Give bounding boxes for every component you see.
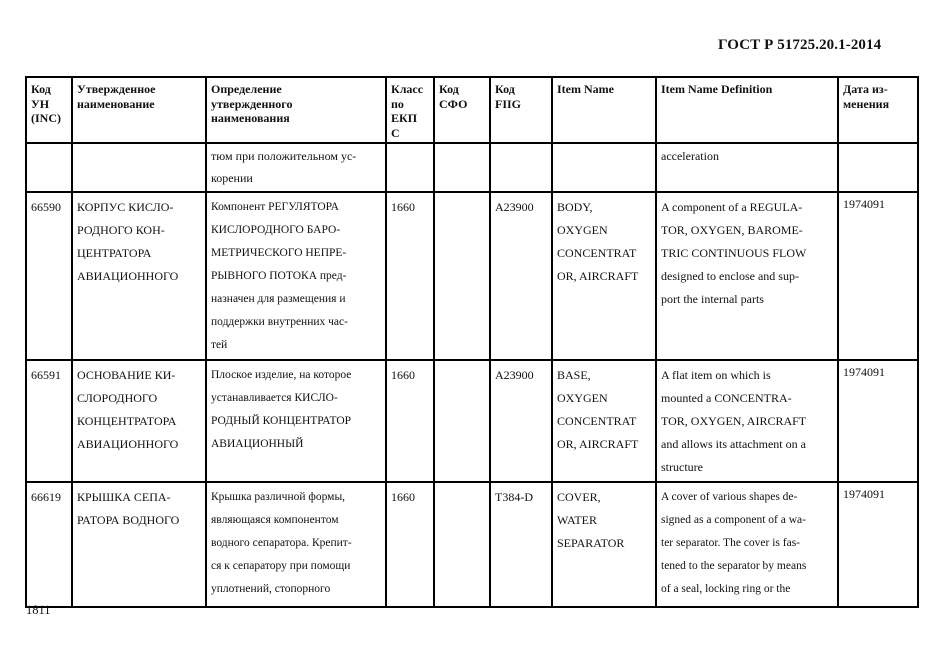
cell-definition-ru: Крышка различной формы, являющаяся компонентом водного сепаратора. Крепит- ся к сепаратору при помощи уплотнений, стопорного <box>206 482 386 607</box>
col-header-date: Дата из- менения <box>838 77 918 143</box>
cell-inc: 66619 <box>26 482 72 607</box>
cell-item-name <box>552 143 656 192</box>
cell-sfo <box>434 360 490 482</box>
table-row <box>26 482 918 607</box>
cell-fiig: A23900 <box>490 360 552 482</box>
cell-class: 1660 <box>386 360 434 482</box>
cell-item-definition: A cover of various shapes de- signed as a component of a wa- ter separator. The cover is fas- tened to the separator by means of a seal, locking ring or the <box>656 482 838 607</box>
cell-name-ru: КОРПУС КИСЛО- РОДНОГО КОН- ЦЕНТРАТОРА АВИАЦИОННОГО <box>72 192 206 360</box>
page-number: 1811 <box>26 603 51 617</box>
cell-class <box>386 143 434 192</box>
col-header-item-name: Item Name <box>552 77 656 143</box>
col-header-inc: Код УН (INC) <box>26 77 72 143</box>
cell-fiig: A23900 <box>490 192 552 360</box>
cell-item-name: BODY, OXYGEN CONCENTRAT OR, AIRCRAFT <box>552 192 656 360</box>
col-header-class: Класс по ЕКП С <box>386 77 434 143</box>
cell-sfo <box>434 143 490 192</box>
cell-sfo <box>434 482 490 607</box>
table-row <box>26 360 918 482</box>
col-header-name-ru: Утвержденное наименование <box>72 77 206 143</box>
table-row <box>26 192 918 360</box>
cell-item-definition: A component of a REGULA- TOR, OXYGEN, BAROME- TRIC CONTINUOUS FLOW designed to enclose and sup- port the internal parts <box>656 192 838 360</box>
header-row <box>26 77 918 143</box>
item-names-table <box>25 76 919 608</box>
cell-item-name: COVER, WATER SEPARATOR <box>552 482 656 607</box>
cell-date <box>838 143 918 192</box>
col-header-item-definition: Item Name Definition <box>656 77 838 143</box>
cell-inc: 66590 <box>26 192 72 360</box>
cell-definition-ru: Плоское изделие, на которое устанавливается КИСЛО- РОДНЫЙ КОНЦЕНТРАТОР АВИАЦИОННЫЙ <box>206 360 386 482</box>
cell-date: 1974091 <box>838 482 918 607</box>
cell-inc: 66591 <box>26 360 72 482</box>
document-code: ГОСТ Р 51725.20.1-2014 <box>718 37 882 53</box>
col-header-definition-ru: Определение утвержденного наименования <box>206 77 386 143</box>
cell-item-definition: acceleration <box>656 143 838 192</box>
cell-name-ru: ОСНОВАНИЕ КИ- СЛОРОДНОГО КОНЦЕНТРАТОРА АВИАЦИОННОГО <box>72 360 206 482</box>
col-header-sfo: Код СФО <box>434 77 490 143</box>
cell-name-ru <box>72 143 206 192</box>
col-header-fiig: Код FIIG <box>490 77 552 143</box>
cell-name-ru: КРЫШКА СЕПА- РАТОРА ВОДНОГО <box>72 482 206 607</box>
cell-inc <box>26 143 72 192</box>
cell-date: 1974091 <box>838 360 918 482</box>
cell-class: 1660 <box>386 192 434 360</box>
cell-fiig: T384-D <box>490 482 552 607</box>
cell-date: 1974091 <box>838 192 918 360</box>
cell-class: 1660 <box>386 482 434 607</box>
cell-definition-ru: Компонент РЕГУЛЯТОРА КИСЛОРОДНОГО БАРО- МЕТРИЧЕСКОГО НЕПРЕ- РЫВНОГО ПОТОКА пред- назначен для размещения и поддержки внутренних час- тей <box>206 192 386 360</box>
cell-definition-ru: тюм при положительном ус- корении <box>206 143 386 192</box>
cell-item-name: BASE, OXYGEN CONCENTRAT OR, AIRCRAFT <box>552 360 656 482</box>
table-row-continuation <box>26 143 918 192</box>
cell-item-definition: A flat item on which is mounted a CONCENTRA- TOR, OXYGEN, AIRCRAFT and allows its attachment on a structure <box>656 360 838 482</box>
cell-sfo <box>434 192 490 360</box>
cell-fiig <box>490 143 552 192</box>
